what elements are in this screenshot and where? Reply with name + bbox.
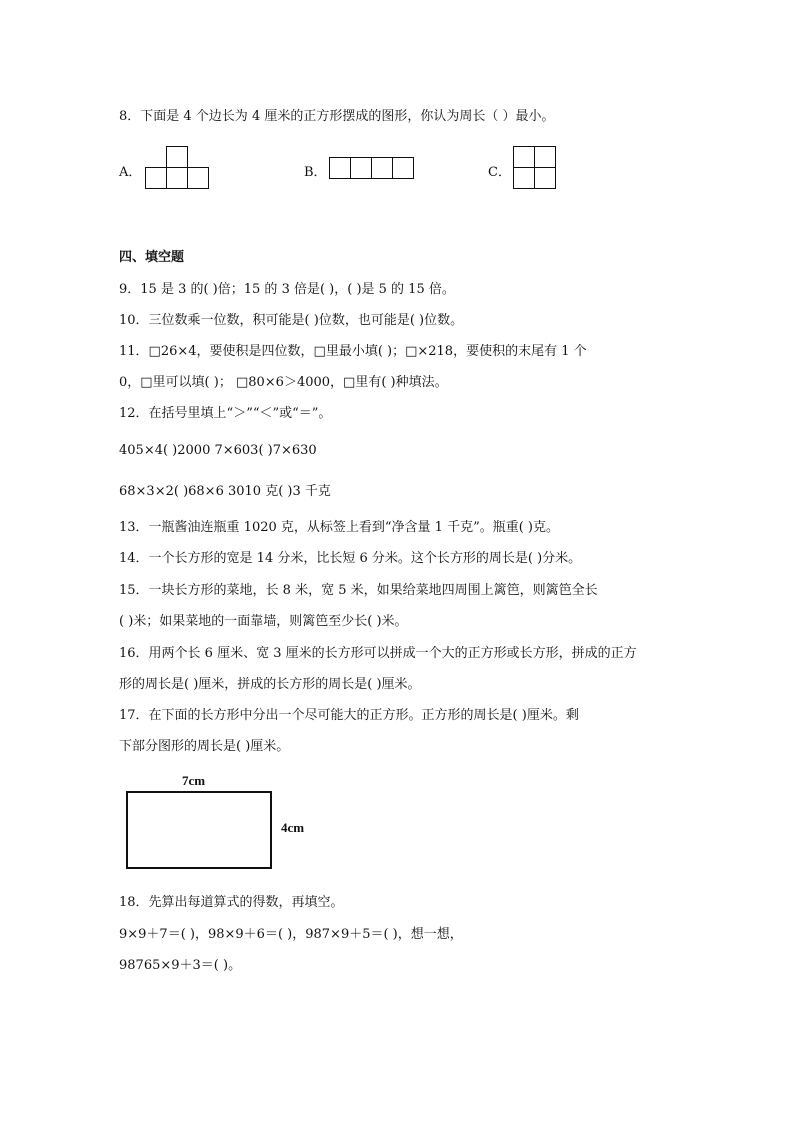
- square-cell: [534, 146, 556, 168]
- q16-line2: 形的周长是( )厘米，拼成的长方形的周长是( )厘米。: [119, 677, 421, 692]
- q15-line1: 15．一块长方形的菜地，长 8 米，宽 5 米，如果给菜地四周围上篱笆，则篱笆全长: [119, 583, 598, 598]
- q17-line1: 17．在下面的长方形中分出一个尽可能大的正方形。正方形的周长是( )厘米。剩: [119, 708, 579, 723]
- q12: 12．在括号里填上“＞”“＜”或“＝”。: [119, 406, 332, 421]
- section-title: 四、填空题: [119, 250, 185, 265]
- q12-row2: 68×3×2( )68×6 3010 克( )3 千克: [119, 484, 331, 499]
- square-cell: [534, 167, 556, 189]
- rectangle-width-label: 7cm: [182, 773, 206, 788]
- square-cell: [187, 167, 209, 189]
- q18-line1: 18．先算出每道算式的得数，再填空。: [119, 895, 344, 910]
- q15-line2: ( )米；如果菜地的一面靠墙，则篱笆至少长( )米。: [119, 614, 408, 629]
- square-cell: [513, 167, 535, 189]
- q8-option-c-label: C．: [488, 165, 511, 180]
- square-cell: [166, 167, 188, 189]
- rectangle-height-label: 4cm: [281, 820, 305, 835]
- q8-stem: 8．下面是 4 个边长为 4 厘米的正方形摆成的图形，你认为周长（ ）最小。: [119, 109, 555, 124]
- square-cell: [350, 157, 372, 179]
- square-cell: [392, 157, 414, 179]
- q16-line1: 16．用两个长 6 厘米、宽 3 厘米的长方形可以拼成一个大的正方形或长方形，拼成的正方: [119, 646, 637, 661]
- square-cell: [513, 146, 535, 168]
- square-cell: [145, 167, 167, 189]
- square-cell: [329, 157, 351, 179]
- q14: 14．一个长方形的宽是 14 分米，比长短 6 分米。这个长方形的周长是( )分米。: [119, 551, 582, 566]
- q10: 10．三位数乘一位数，积可能是( )位数，也可能是( )位数。: [119, 313, 464, 328]
- square-cell: [371, 157, 393, 179]
- q18-line2: 9×9＋7＝( )，98×9＋6＝( )，987×9＋5＝( )，想一想，: [119, 927, 463, 942]
- q13: 13．一瓶酱油连瓶重 1020 克，从标签上看到“净含量 1 千克”。瓶重( )克。: [119, 520, 559, 535]
- q9: 9．15 是 3 的( )倍；15 的 3 倍是( )，( )是 5 的 15 倍。: [119, 282, 455, 297]
- square-cell: [166, 146, 188, 168]
- q11-line1: 11．□26×4，要使积是四位数，□里最小填( )；□×218，要使积的末尾有 1 个: [119, 344, 587, 359]
- q8-option-a-label: A．: [119, 165, 142, 180]
- q12-row1: 405×4( )2000 7×603( )7×630: [119, 443, 317, 458]
- q17-line2: 下部分图形的周长是( )厘米。: [119, 739, 290, 754]
- q18-line3: 98765×9＋3＝( )。: [119, 958, 242, 973]
- q11-line2: 0，□里可以填( )； □80×6＞4000，□里有( )种填法。: [119, 375, 448, 390]
- rectangle-figure: [126, 791, 272, 869]
- q8-option-b-label: B．: [304, 165, 327, 180]
